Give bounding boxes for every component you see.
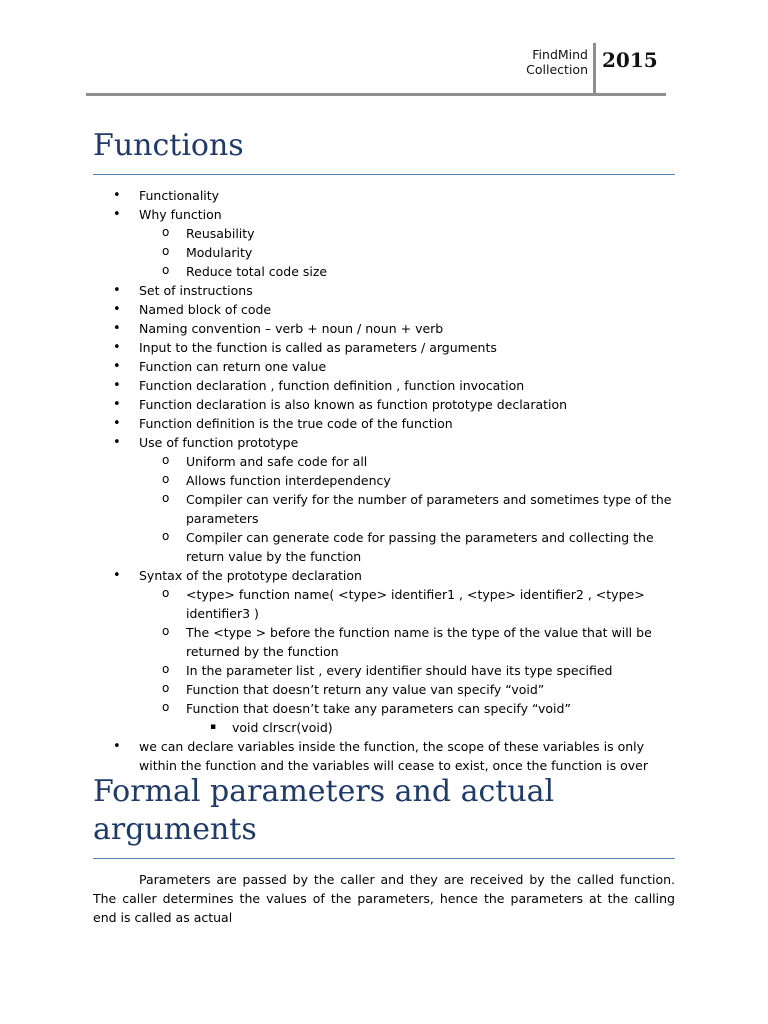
sub-list (139, 585, 683, 737)
list-item: • Naming convention – verb + noun / noun + verb (93, 319, 683, 338)
list-item-text: Why function (139, 207, 222, 222)
list-item: • Set of instructions (93, 281, 683, 300)
sub-list-item: o Function that doesn’t return any value van specify “void” (139, 680, 683, 699)
header-divider (593, 43, 596, 95)
list-item: • Named block of code (93, 300, 683, 319)
sub-list-item: o Modularity (139, 243, 683, 262)
code-example-item: ▪ void clrscr(void) (186, 718, 683, 737)
sub-list (139, 452, 683, 566)
body-paragraph: Parameters are passed by the caller and they are received by the called function. The caller determines the values of the parameters, hence the parameters at the calling end is called as actual (93, 872, 675, 925)
sub-list-item: o Uniform and safe code for all (139, 452, 683, 471)
heading-underline (93, 858, 675, 859)
heading-underline (93, 174, 675, 175)
list-item: • we can declare variables inside the function, the scope of these variables is only within the function and the variables will cease to exist, once the function is over (93, 737, 683, 775)
list-item (93, 205, 683, 281)
header-collection-name: FindMind Collection (526, 47, 588, 77)
list-item: • Functionality (93, 186, 683, 205)
list-item: • Function declaration , function definition , function invocation (93, 376, 683, 395)
sub-list (139, 224, 683, 281)
list-item (93, 433, 683, 566)
sub-list-item: o The <type > before the function name is the type of the value that will be returned by the function (139, 623, 683, 661)
section-heading-formal-params: Formal parameters and actual arguments (93, 774, 555, 847)
sub-list-item: o Compiler can generate code for passing the parameters and collecting the return value by the function (139, 528, 683, 566)
sub-list-item: o Compiler can verify for the number of parameters and sometimes type of the parameters (139, 490, 683, 528)
sub-list-item: o <type> function name( <type> identifier1 , <type> identifier2 , <type> identifier3 ) (139, 585, 683, 623)
list-item (93, 566, 683, 737)
header-rule (86, 93, 666, 96)
sub-list-item: o Reusability (139, 224, 683, 243)
functions-bullet-list (93, 186, 683, 775)
section-heading-functions: Functions (93, 128, 244, 163)
list-item: • Input to the function is called as parameters / arguments (93, 338, 683, 357)
sub-list-item: o Reduce total code size (139, 262, 683, 281)
sub-list-item-text: Function that doesn’t take any parameters can specify “void” (186, 701, 571, 716)
section-heading-formal-params-block (93, 773, 675, 859)
list-item-text: Syntax of the prototype declaration (139, 568, 362, 583)
sub-sub-list (186, 718, 683, 737)
list-item: • Function can return one value (93, 357, 683, 376)
sub-list-item (139, 699, 683, 737)
list-item: • Function declaration is also known as function prototype declaration (93, 395, 683, 414)
list-item-text: Use of function prototype (139, 435, 299, 450)
sub-list-item: o In the parameter list , every identifier should have its type specified (139, 661, 683, 680)
sub-list-item: o Allows function interdependency (139, 471, 683, 490)
section-heading-functions-block (93, 127, 675, 175)
list-item: • Function definition is the true code of the function (93, 414, 683, 433)
header-year: 2015 (602, 48, 658, 72)
